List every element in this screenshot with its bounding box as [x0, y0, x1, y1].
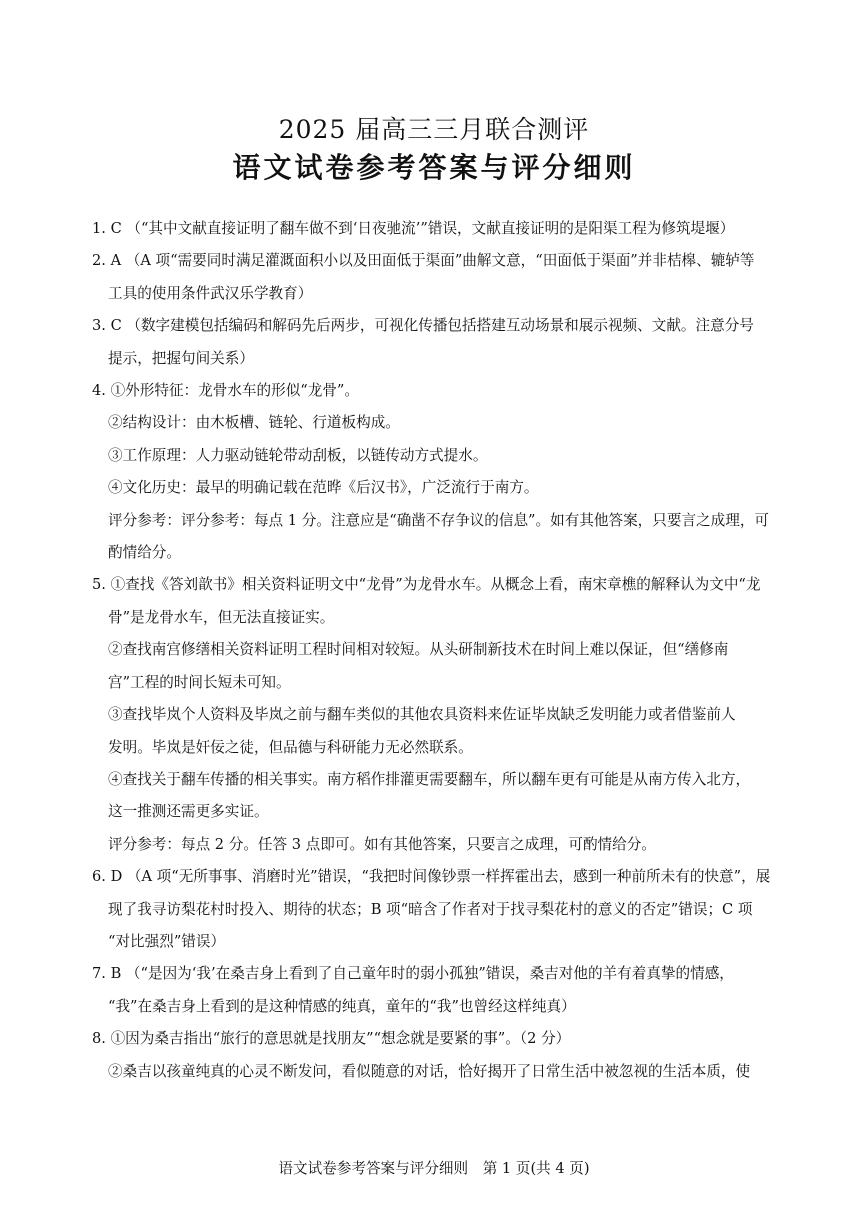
- answer-q5-line7: ④查找关于翻车传播的相关事实。南方稻作排灌更需要翻车，所以翻车更有可能是从南方传入北方，: [108, 770, 751, 788]
- page-footer: 语文试卷参考答案与评分细则 第 1 页(共 4 页): [278, 1160, 590, 1177]
- answer-q4-line1: 4. ①外形特征：龙骨水车的形似“龙骨”。: [92, 382, 359, 400]
- answer-q5-line5: ③查找毕岚个人资料及毕岚之前与翻车类似的其他农具资料来佐证毕岚缺乏发明能力或者借鉴前人: [108, 706, 736, 724]
- answer-q2-line1: 2. A （A 项“需要同时满足灌溉面积小以及田面低于渠面”曲解文意，“田面低于渠面”并非桔槔、辘轳等: [92, 252, 755, 270]
- answer-q5-line1: 5. ①查找《答刘歆书》相关资料证明文中“龙骨”为龙骨水车。从概念上看，南宋章樵的解释认为文中“龙: [92, 576, 761, 594]
- answer-list: [92, 213, 782, 1088]
- answer-q8-line1: 8. ①因为桑吉指出“旅行的意思就是找朋友”“想念就是要紧的事”。（2 分）: [92, 1030, 571, 1048]
- answer-q4-line3: ③工作原理：人力驱动链轮带动刮板，以链传动方式提水。: [108, 446, 488, 464]
- answer-q5-line4: 宫”工程的时间长短未可知。: [108, 673, 291, 691]
- answer-q6-line1: 6. D （A 项“无所事事、消磨时光”错误，“我把时间像钞票一样挥霍出去，感到一种前所未有的快意”，展: [92, 868, 771, 886]
- answer-q4-line2: ②结构设计：由木板槽、链轮、行道板构成。: [108, 414, 400, 432]
- answer-q8-line2: ②桑吉以孩童纯真的心灵不断发问，看似随意的对话，恰好揭开了日常生活中被忽视的生活本质，使: [108, 1062, 751, 1080]
- answer-q6-line3: “对比强烈”错误）: [108, 932, 226, 950]
- answer-q7-line2: “我”在桑吉身上看到的是这种情感的纯真，童年的“我”也曾经这样纯真）: [108, 997, 576, 1015]
- answer-q5-line8: 这一推测还需更多实证。: [108, 803, 269, 821]
- answer-q5-line6: 发明。毕岚是奸佞之徒，但品德与科研能力无必然联系。: [108, 738, 473, 756]
- answer-q3-line1: 3. C （数字建模包括编码和解码先后两步，可视化传播包括搭建互动场景和展示视频、文献。注意分号: [92, 317, 754, 335]
- exam-title: 2025 届高三三月联合测评: [278, 115, 590, 144]
- answer-q3-line2: 提示，把握句间关系）: [108, 349, 254, 367]
- answer-q7-line1: 7. B （“是因为‘我’在桑吉身上看到了自己童年时的弱小孤独”错误，桑吉对他的羊有着真挚的情感，: [92, 965, 734, 983]
- answer-q4-scoring: 评分参考：评分参考：每点 1 分。注意应是“确凿不存争议的信息”。如有其他答案，只要言之成理，可: [108, 511, 770, 529]
- answer-q5-line3: ②查找南宫修缮相关资料证明工程时间相对较短。从头研制新技术在时间上难以保证，但“缮修南: [108, 641, 729, 659]
- answer-q4-scoring-cont: 酌情给分。: [108, 544, 181, 562]
- document-title: 语文试卷参考答案与评分细则: [232, 151, 636, 184]
- answer-q6-line2: 现了我寻访梨花村时投入、期待的状态；B 项“暗含了作者对于找寻梨花村的意义的否定”错误；C 项: [108, 900, 753, 918]
- answer-q1: 1. C （“其中文献直接证明了翻车做不到‘日夜驰流’”错误，文献直接证明的是阳渠工程为修筑堤堰）: [92, 220, 735, 237]
- answer-q5-scoring: 评分参考：每点 2 分。任答 3 点即可。如有其他答案，只要言之成理，可酌情给分。: [108, 835, 656, 853]
- answer-q2-line2: 工具的使用条件武汉乐学教育）: [108, 284, 313, 302]
- answer-q4-line4: ④文化历史：最早的明确记载在范晔《后汉书》，广泛流行于南方。: [108, 479, 539, 497]
- answer-q5-line2: 骨”是龙骨水车，但无法直接证实。: [108, 608, 335, 626]
